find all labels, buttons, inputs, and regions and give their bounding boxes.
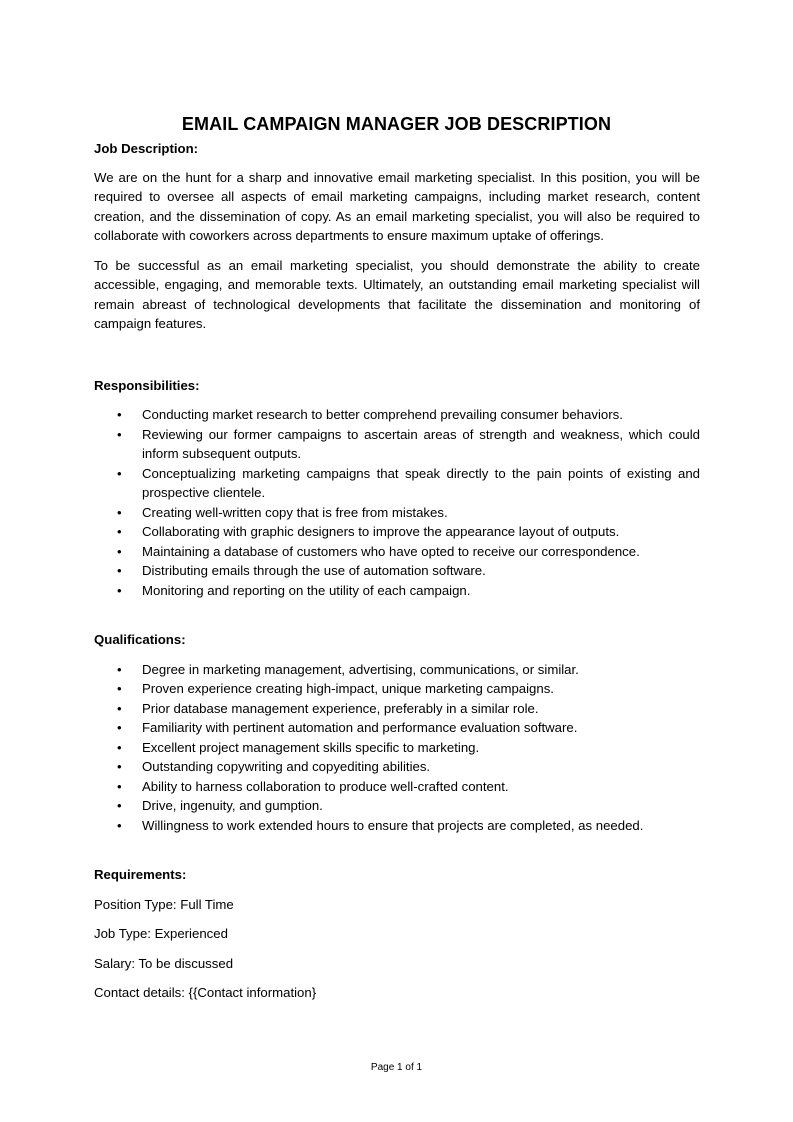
bullet-icon: • xyxy=(117,563,122,578)
page-number: Page 1 of 1 xyxy=(370,1062,423,1073)
list-item-text: Willingness to work extended hours to ensure that projects are completed, as needed. xyxy=(142,817,644,833)
paragraph-intro: We are on the hunt for a sharp and innovative email marketing specialist. In this position, you will be required to oversee all aspects of email marketing campaigns, including market research, content creation, and the dissemination of copy. As an email marketing specialist, you will also be required to collaborate with coworkers across departments to ensure maximum uptake of offerings. xyxy=(94,169,700,243)
list-item-text: Collaborating with graphic designers to improve the appearance layout of outputs. xyxy=(142,524,620,539)
responsibilities-list xyxy=(94,405,700,600)
list-item-text: Monitoring and reporting on the utility of each campaign. xyxy=(142,582,471,598)
list-item xyxy=(94,503,700,523)
requirement-job-type: Job Type: Experienced xyxy=(94,926,228,941)
list-item-text: Reviewing our former campaigns to ascertain areas of strength and weakness, which could inform subsequent outputs. xyxy=(142,426,700,461)
list-item-text: Ability to harness collaboration to produce well-crafted content. xyxy=(142,778,509,794)
bullet-icon: • xyxy=(117,426,122,442)
list-item-text: Distributing emails through the use of automation software. xyxy=(142,563,486,578)
qualifications-list xyxy=(94,660,700,836)
bullet-icon: • xyxy=(117,720,122,735)
list-item-text: Outstanding copywriting and copyediting abilities. xyxy=(142,759,431,774)
list-item-text: Degree in marketing management, advertising, communications, or similar. xyxy=(142,661,579,677)
list-item xyxy=(94,679,700,699)
list-item xyxy=(94,660,700,680)
bullet-icon: • xyxy=(117,407,122,422)
list-item-text: Conducting market research to better comprehend prevailing consumer behaviors. xyxy=(142,407,623,422)
list-item-text: Maintaining a database of customers who have opted to receive our correspondence. xyxy=(142,543,640,559)
document-body xyxy=(94,139,700,1003)
list-item xyxy=(94,425,700,464)
bullet-icon: • xyxy=(117,504,122,520)
list-item xyxy=(94,561,700,581)
document-title: EMAIL CAMPAIGN MANAGER JOB DESCRIPTION xyxy=(181,114,612,134)
list-item-text: Creating well-written copy that is free from mistakes. xyxy=(142,504,448,520)
list-item xyxy=(94,738,700,758)
list-item-text: Prior database management experience, preferably in a similar role. xyxy=(142,700,539,716)
bullet-icon: • xyxy=(117,759,122,774)
bullet-icon: • xyxy=(117,661,122,677)
requirement-position-type: Position Type: Full Time xyxy=(94,896,234,912)
list-item-text: Drive, ingenuity, and gumption. xyxy=(142,798,323,813)
list-item xyxy=(94,699,700,719)
list-item xyxy=(94,522,700,542)
list-item xyxy=(94,464,700,503)
bullet-icon: • xyxy=(117,739,122,755)
bullet-icon: • xyxy=(117,465,122,481)
responsibilities-heading: Responsibilities: xyxy=(94,377,200,393)
list-item xyxy=(94,757,700,777)
list-item-text: Proven experience creating high-impact, unique marketing campaigns. xyxy=(142,681,554,696)
list-item xyxy=(94,796,700,816)
requirement-contact-details: Contact details: {{Contact information} xyxy=(94,985,317,1000)
list-item-text: Excellent project management skills specific to marketing. xyxy=(142,739,480,755)
bullet-icon: • xyxy=(117,817,122,833)
list-item-text: Conceptualizing marketing campaigns that speak directly to the pain points of existing and prospective clientele. xyxy=(142,465,700,500)
qualifications-heading: Qualifications: xyxy=(94,632,186,647)
bullet-icon: • xyxy=(117,543,122,559)
requirements-heading: Requirements: xyxy=(94,867,187,882)
list-item xyxy=(94,777,700,797)
bullet-icon: • xyxy=(117,582,122,598)
bullet-icon: • xyxy=(117,700,122,716)
bullet-icon: • xyxy=(117,798,122,813)
bullet-icon: • xyxy=(117,778,122,794)
bullet-icon: • xyxy=(117,681,122,696)
list-item xyxy=(94,405,700,425)
list-item xyxy=(94,718,700,738)
job-description-heading: Job Description: xyxy=(94,141,199,156)
list-item-text: Familiarity with pertinent automation and performance evaluation software. xyxy=(142,720,578,735)
list-item xyxy=(94,542,700,562)
paragraph-success: To be successful as an email marketing specialist, you should demonstrate the ability to create accessible, engaging, and memorable texts. Ultimately, an outstanding email marketing specialist will remain abreast of technological developments that facilitate the dissemination and monitoring of campaign features. xyxy=(94,257,700,331)
bullet-icon: • xyxy=(117,524,122,539)
list-item xyxy=(94,581,700,601)
requirement-salary: Salary: To be discussed xyxy=(94,955,234,971)
list-item xyxy=(94,816,700,836)
